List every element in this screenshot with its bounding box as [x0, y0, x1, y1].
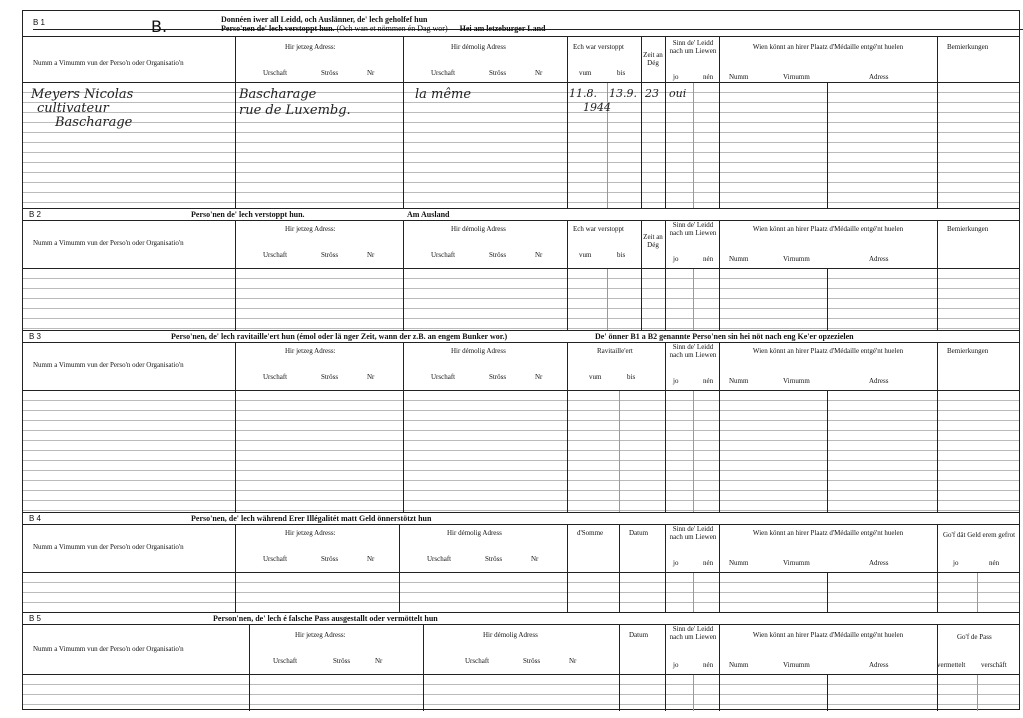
header-nen: nén: [703, 73, 714, 81]
header-zeit: Zeit an Dég: [643, 233, 663, 249]
header-adress: Adress: [869, 559, 889, 567]
header-urschaft: Urschaft: [263, 69, 288, 77]
header-name: Numm a Vimumm vun der Perso'n oder Organisatio'n: [33, 239, 184, 247]
header-jo: jo: [673, 73, 679, 81]
header-numm: Numm: [729, 73, 749, 81]
header-addr-now: Hir jetzeg Adress:: [295, 631, 346, 639]
header-vum: vum: [579, 251, 592, 259]
header-stross-2: Ströss: [489, 251, 507, 259]
header-sinn: Sinn de' Leidd nach um Liewen: [669, 625, 717, 641]
header-bis: bis: [627, 373, 636, 381]
header-medal: Wien könnt an hirer Plaatz d'Médaille entgé'nt huelen: [752, 43, 904, 51]
section-title: Perso'nen de' lech verstoppt hun.: [191, 210, 305, 219]
entry-rows: [23, 675, 1019, 711]
header-addr-then: Hir démolig Adress: [451, 347, 506, 355]
entry-town: Bascharage: [55, 115, 133, 130]
header-gof-jo: jo: [953, 559, 959, 567]
header-adress: Adress: [869, 661, 889, 669]
header-addr-then: Hir démolig Adress: [447, 529, 502, 537]
header-addr-then: Hir démolig Adress: [451, 225, 506, 233]
header-nr-2: Nr: [531, 555, 539, 563]
section-b2: [23, 209, 1019, 331]
header-virnumm: Virnumm: [783, 255, 810, 263]
section-title: Person'nen, de' lech é falsche Pass ausgestallt oder vermöttelt hun: [213, 614, 438, 623]
section-letter: B.: [151, 17, 168, 36]
header-bis: bis: [617, 251, 626, 259]
header-urschaft-2: Urschaft: [431, 373, 456, 381]
entry-occupation: cultivateur: [37, 101, 109, 116]
header-name: Numm a Vimumm vun der Perso'n oder Organisatio'n: [33, 59, 184, 67]
entry-addr-now-street: rue de Luxembg.: [239, 103, 351, 118]
section-b5: [23, 613, 1019, 711]
header-urschaft-2: Urschaft: [427, 555, 452, 563]
header-numm: Numm: [729, 255, 749, 263]
header-remarks: Bemierkungen: [947, 225, 989, 233]
entry-days: 23: [645, 87, 659, 100]
heading-line-2b: (Och wan et nömmen én Dag wor): [336, 24, 448, 33]
header-medal: Wien könnt an hirer Plaatz d'Médaille entgé'nt huelen: [752, 631, 904, 639]
header-nr-2: Nr: [535, 69, 543, 77]
header-stross-2: Ströss: [523, 657, 541, 665]
header-jo: jo: [673, 559, 679, 567]
header-hidden: Ech war verstoppt: [573, 43, 624, 51]
entry-rows: [23, 83, 1019, 208]
header-numm: Numm: [729, 661, 749, 669]
section-code: B 5: [29, 614, 42, 623]
header-bis: bis: [617, 69, 626, 77]
header-datum: Datum: [629, 529, 649, 537]
header-name: Numm a Vimumm vun der Perso'n oder Organisatio'n: [33, 543, 184, 551]
header-gof-nen: nén: [989, 559, 1000, 567]
header-addr-now: Hir jetzeg Adress:: [285, 529, 336, 537]
header-addr-now: Hir jetzeg Adress:: [285, 347, 336, 355]
header-stross: Ströss: [333, 657, 351, 665]
header-jo: jo: [673, 377, 679, 385]
header-name: Numm a Vimumm vun der Perso'n oder Organisatio'n: [33, 361, 184, 369]
header-nr: Nr: [367, 555, 375, 563]
header-sinn: Sinn de' Leidd nach um Liewen: [669, 343, 717, 359]
entry-name: Meyers Nicolas: [31, 87, 134, 102]
header-urschaft-2: Urschaft: [465, 657, 490, 665]
header-gof: Go'f de Pass: [957, 633, 992, 641]
heading-line-2a: Perso'nen de' lech verstoppt hun.: [221, 24, 335, 33]
header-urschaft: Urschaft: [263, 373, 288, 381]
header-numm: Numm: [729, 377, 749, 385]
header-name: Numm a Vimumm vun der Perso'n oder Organisatio'n: [33, 645, 184, 653]
entry-rows: [23, 391, 1019, 512]
header-somme: d'Somme: [577, 529, 604, 537]
header-remarks: Bemierkungen: [947, 347, 989, 355]
header-vum: vum: [579, 69, 592, 77]
header-adress: Adress: [869, 73, 889, 81]
header-virnumm: Virnumm: [783, 73, 810, 81]
header-stross: Ströss: [321, 251, 339, 259]
header-vum: vum: [589, 373, 602, 381]
entry-from: 11.8.: [569, 87, 597, 100]
entry-addr-now-town: Bascharage: [239, 87, 317, 102]
header-vermettelt: vermettelt: [937, 661, 966, 669]
header-stross-2: Ströss: [485, 555, 503, 563]
header-ravit: Ravitaille'ert: [597, 347, 633, 355]
header-sinn: Sinn de' Leidd nach um Liewen: [669, 221, 717, 237]
header-nen: nén: [703, 559, 714, 567]
header-urschaft-2: Urschaft: [431, 69, 456, 77]
entry-year: 1944: [583, 101, 611, 114]
header-jo: jo: [673, 255, 679, 263]
column-headers: [23, 525, 1019, 573]
header-nr-2: Nr: [535, 251, 543, 259]
header-nr: Nr: [367, 251, 375, 259]
header-addr-now: Hir jetzeg Adress:: [285, 43, 336, 51]
header-nen: nén: [703, 255, 714, 263]
header-medal: Wien könnt an hirer Plaatz d'Médaille entgé'nt huelen: [752, 225, 904, 233]
entry-addr-then: la même: [415, 87, 472, 102]
header-addr-then: Hir démolig Adress: [483, 631, 538, 639]
header-nr: Nr: [367, 373, 375, 381]
header-nen: nén: [703, 377, 714, 385]
section-title-2: Am Ausland: [407, 210, 450, 219]
section-b3: [23, 331, 1019, 513]
header-nr: Nr: [367, 69, 375, 77]
column-headers: [23, 625, 1019, 675]
header-stross-2: Ströss: [489, 69, 507, 77]
column-headers: [23, 221, 1019, 269]
header-sinn: Sinn de' Leidd nach um Liewen: [669, 39, 717, 55]
section-title-2: De' önner B1 a B2 genannte Perso'nen sin hei nöt nach eng Ke'er opzezielen: [595, 332, 854, 341]
entry-rows: [23, 269, 1019, 330]
section-heading: [221, 15, 545, 33]
heading-line-2c: Hei am letzeburger Land: [459, 24, 546, 33]
header-virnumm: Virnumm: [783, 661, 810, 669]
heading-line-1: Donnéen iwer all Leidd, och Auslänner, de' lech geholfef hun: [221, 15, 428, 24]
header-gof: Go'f dät Geld erem gefrot: [943, 531, 1016, 539]
section-title: Perso'nen, de' lech ravitaille'ert hun (émol oder lä nger Zeit, wann der z.B. an engem Bunker wor.): [171, 332, 508, 341]
header-adress: Adress: [869, 255, 889, 263]
header-datum: Datum: [629, 631, 649, 639]
entry-to: 13.9.: [609, 87, 637, 100]
header-urschaft: Urschaft: [263, 251, 288, 259]
section-code: B 1: [33, 18, 1023, 30]
section-b4: [23, 513, 1019, 613]
header-sinn: Sinn de' Leidd nach um Liewen: [669, 525, 717, 541]
header-jo: jo: [673, 661, 679, 669]
form-page: [22, 10, 1020, 710]
column-headers: [23, 343, 1019, 391]
entry-alive: oui: [669, 87, 687, 100]
header-addr-now: Hir jetzeg Adress:: [285, 225, 336, 233]
header-adress: Adress: [869, 377, 889, 385]
header-remarks: Bemierkungen: [947, 43, 989, 51]
header-medal: Wien könnt an hirer Plaatz d'Médaille entgé'nt huelen: [752, 347, 904, 355]
header-virnumm: Virnumm: [783, 377, 810, 385]
column-headers: [23, 37, 1019, 83]
header-nen: nén: [703, 661, 714, 669]
header-urschaft: Urschaft: [263, 555, 288, 563]
header-stross: Ströss: [321, 69, 339, 77]
header-nr-2: Nr: [569, 657, 577, 665]
header-zeit: Zeit an Dég: [643, 51, 663, 67]
header-nr: Nr: [375, 657, 383, 665]
header-stross: Ströss: [321, 373, 339, 381]
header-nr-2: Nr: [535, 373, 543, 381]
header-stross-2: Ströss: [489, 373, 507, 381]
header-addr-then: Hir démolig Adress: [451, 43, 506, 51]
entry-rows: [23, 573, 1019, 612]
section-code: B 2: [29, 210, 42, 219]
header-hidden: Ech war verstoppt: [573, 225, 624, 233]
header-numm: Numm: [729, 559, 749, 567]
header-medal: Wien könnt an hirer Plaatz d'Médaille entgé'nt huelen: [752, 529, 904, 537]
section-title: Perso'nen, de' lech während Erer Illégalitét matt Geld önnerstötzt hun: [191, 514, 432, 523]
header-urschaft-2: Urschaft: [431, 251, 456, 259]
header-stross: Ströss: [321, 555, 339, 563]
header-urschaft: Urschaft: [273, 657, 298, 665]
header-virnumm: Virnumm: [783, 559, 810, 567]
section-code: B 3: [29, 332, 42, 341]
section-code: B 4: [29, 514, 42, 523]
header-verschaft: verschäft: [981, 661, 1007, 669]
section-b1: [23, 11, 1019, 209]
